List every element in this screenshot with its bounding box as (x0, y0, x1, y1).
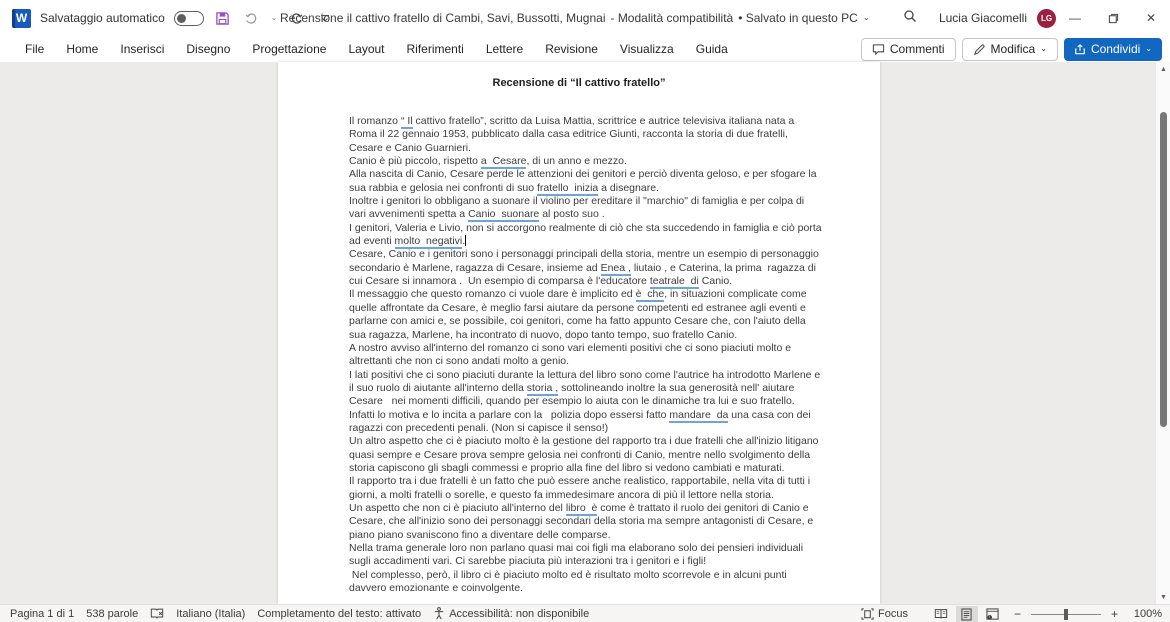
doc-save-status: • Salvato in questo PC (738, 11, 858, 25)
doc-title-text: Recensione il cattivo fratello di Cambi, Savi, Bussotti, Mugnai (280, 11, 606, 25)
undo-dropdown-icon[interactable]: ⌄ (270, 13, 278, 22)
scroll-up-icon[interactable]: ▲ (1160, 65, 1167, 73)
ribbon-tab-row (0, 36, 1170, 62)
accessibility-label: Accessibilità: non disponibile (449, 607, 590, 620)
tab-layout[interactable]: Layout (348, 42, 385, 56)
grammar-suggestion: “ Il (400, 115, 413, 127)
word-count[interactable]: 538 parole (86, 607, 139, 620)
print-layout-button[interactable] (956, 606, 978, 622)
scrollbar-thumb[interactable] (1160, 112, 1167, 427)
paragraph[interactable]: Infatti lo motiva e lo incita a parlare con la polizia dopo essersi fatto mandare da una casa con dei ragazzi con precedenti penali. (Non si capisce il senso!) (349, 408, 814, 434)
doc-mode-text: - Modalità compatibilità (610, 11, 734, 25)
share-label: Condividi (1090, 42, 1141, 56)
autosave-toggle[interactable] (174, 11, 204, 26)
grammar-suggestion: a Cesare (480, 155, 527, 168)
document-body[interactable] (349, 115, 823, 595)
title-bar (0, 0, 1170, 36)
vertical-scrollbar[interactable] (1155, 62, 1170, 604)
tab-guida[interactable]: Guida (695, 42, 728, 56)
save-icon[interactable] (213, 8, 233, 28)
tab-riferimenti[interactable]: Riferimenti (406, 42, 464, 56)
autosave-label: Salvataggio automatico (40, 11, 165, 25)
editing-dropdown-icon: ⌄ (1040, 44, 1047, 53)
paragraph[interactable]: Il romanzo “ Il cattivo fratello”, scritto da Luisa Mattia, scrittrice e autrice televisiva italiana nata a Roma il 22 gennaio 1953, pubblicato dalla casa editrice Giunti, racconta la storia di due fratelli, Cesare e Canio Guarnieri. (349, 115, 798, 154)
document-title-bar[interactable] (280, 0, 870, 36)
zoom-in-button[interactable]: + (1110, 607, 1118, 621)
paragraph[interactable]: Alla nascita di Canio, Cesare perde le attenzioni dei genitori e perciò diventa geloso, e per sfogare la sua rabbia e gelosia nei confronti di suo fratello inizia a disegnare. (349, 168, 820, 194)
tab-disegno[interactable]: Disegno (186, 42, 231, 56)
grammar-suggestion: libro è (565, 501, 598, 514)
paragraph[interactable]: Un altro aspetto che ci è piaciuto molto è la gestione del rapporto tra i due fratelli che all'inizio litigano quasi sempre e Cesare prova sempre gelosia nei confronti di Canio, mentre nello svolgimento della storia capiscono gli sbagli commessi e proprio alla fine del libro si vedono cambiati e maturati. (349, 435, 822, 474)
undo-icon[interactable] (242, 8, 262, 28)
paragraph[interactable]: Canio è più piccolo, rispetto a Cesare, di un anno e mezzo. (349, 155, 627, 168)
paragraph[interactable]: I lati positivi che ci sono piaciuti durante la lettura del libro sono come l'autrice ha introdotto Marlene e il suo ruolo di aiutante all'interno della storia , sottolineando inoltre la sua generosità nell' aiutare Cesare nei momenti difficili, quando per esempio lo aiuta con le dinamiche tra lui e suo fratello. (349, 368, 824, 408)
minimize-button[interactable]: — (1069, 11, 1081, 25)
close-button[interactable]: ✕ (1145, 11, 1157, 25)
page-indicator[interactable]: Pagina 1 di 1 (10, 607, 75, 620)
accessibility-icon (433, 607, 445, 620)
text-completion-indicator[interactable]: Completamento del testo: attivato (257, 607, 422, 620)
tab-visualizza[interactable]: Visualizza (619, 42, 674, 56)
read-mode-button[interactable] (930, 606, 952, 622)
editing-mode-label: Modifica (990, 42, 1036, 56)
paragraph[interactable]: Cesare, Canio e i genitori sono i personaggi principali della storia, mentre un esempio di personaggio secondario è Marlene, ragazza di Cesare, insieme ad Enea , liutaio , e Caterina, la prima ragazza di cui Cesare si innamora . Un esempio di comparsa è l'educatore teatrale di Canio. (349, 248, 822, 288)
zoom-level[interactable]: 100% (1133, 608, 1162, 620)
scroll-down-icon[interactable]: ▼ (1160, 593, 1167, 601)
user-name[interactable]: Lucia Giacomelli (938, 11, 1027, 25)
paragraph[interactable]: Il messaggio che questo romanzo ci vuole dare è implicito ed è che, in situazioni complicate come quelle affrontate da Cesare, è meglio farsi aiutare da persone competenti ed estranee agli eventi e parlarne con amici e, se possibile, coi genitori, come ha fatto appunto Cesare che, con l'aiuto della sua ragazza, Marlene, ha incontrato di nuovo, dopo tanto tempo, suo fratello Canio. (349, 288, 810, 341)
paragraph[interactable]: Un aspetto che non ci è piaciuto all'interno del libro è come è trattato il ruolo dei genitori di Canio e Cesare, che all'inizio sono dei personaggi secondari della storia ma sempre antagonisti di Cesare, e piano piano svaniscono fino a diventare delle comparse. (349, 501, 817, 541)
zoom-out-button[interactable]: − (1013, 607, 1021, 621)
share-button[interactable] (1064, 38, 1162, 61)
proofing-errors-icon[interactable] (150, 607, 176, 620)
focus-label: Focus (878, 608, 908, 620)
status-bar (0, 604, 1170, 622)
editing-mode-button[interactable] (962, 38, 1058, 61)
grammar-suggestion: mandare da (669, 408, 729, 421)
tab-home[interactable]: Home (66, 42, 99, 56)
tab-progettazione[interactable]: Progettazione (252, 42, 327, 56)
pencil-icon (973, 43, 986, 56)
comments-button[interactable] (861, 38, 956, 61)
language-indicator[interactable]: Italiano (Italia) (176, 607, 246, 620)
tab-lettere[interactable]: Lettere (485, 42, 524, 56)
tab-file[interactable]: File (25, 42, 45, 56)
document-canvas (0, 62, 1170, 604)
word-logo: W (12, 9, 31, 28)
document-page[interactable] (278, 62, 880, 604)
comments-label: Commenti (889, 42, 945, 56)
grammar-suggestion: Canio suonare (468, 208, 540, 221)
document-heading[interactable]: Recensione di “Il cattivo fratello” (492, 77, 666, 89)
text-cursor (465, 235, 466, 246)
grammar-suggestion: è che (635, 288, 665, 301)
restore-button[interactable] (1094, 0, 1132, 36)
paragraph[interactable]: Inoltre i genitori lo obbligano a suonare il violino per ereditare il "marchio" di famiglia e per colpa di vari avvenimenti spetta a Canio suonare al posto suo . (349, 195, 808, 221)
focus-mode-button[interactable] (861, 608, 920, 620)
focus-icon (861, 608, 874, 620)
paragraph[interactable]: Il rapporto tra i due fratelli è un fatto che può essere anche realistico, rapportabile, nella vita di tutti i giorni, a molti fratelli o sorelle, e questo fa immedesimare ancora di più il lettore nella storia. (349, 475, 814, 501)
paragraph[interactable]: A nostro avviso all'interno del romanzo ci sono vari elementi positivi che ci sono piaciuti molto e altrettanti che non ci sono andati molto a genio. (349, 341, 794, 368)
tab-revisione[interactable]: Revisione (545, 42, 598, 56)
paragraph[interactable]: I genitori, Valeria e Livio, non si accorgono realmente di ciò che sta succedendo in famiglia e ciò porta ad eventi molto negativi. (349, 221, 825, 248)
zoom-slider-handle[interactable] (1064, 609, 1068, 620)
comment-icon (872, 43, 885, 56)
grammar-suggestion: storia , (526, 381, 559, 394)
share-icon (1074, 43, 1086, 55)
title-dropdown-icon[interactable]: ⌄ (862, 13, 870, 22)
ribbon-tabs (0, 39, 739, 59)
avatar[interactable]: LG (1037, 9, 1056, 28)
grammar-suggestion: fratello inizia (536, 181, 599, 194)
web-layout-button[interactable] (982, 606, 1004, 622)
grammar-suggestion: teatrale di (649, 275, 699, 288)
tab-inserisci[interactable]: Inserisci (120, 42, 165, 56)
paragraph[interactable]: Nel complesso, però, il libro ci è piaciuto molto ed è risultato molto scorrevole e in alcuni punti davvero emozionante e coinvolgente. (349, 568, 790, 595)
search-icon[interactable] (895, 9, 925, 28)
paragraph[interactable]: Nella trama generale loro non parlano quasi mai coi figli ma elaborano solo dei pensieri individuali sugli accadimenti vari. Ci sarebbe piaciuta più interazioni tra i genitori e i figli! (349, 542, 807, 568)
zoom-slider[interactable] (1031, 614, 1101, 615)
share-dropdown-icon: ⌄ (1145, 44, 1152, 53)
svg-text:i: i (989, 614, 991, 619)
grammar-suggestion: molto negativi (394, 235, 463, 248)
grammar-suggestion: Enea , (600, 261, 631, 274)
accessibility-status[interactable] (433, 607, 601, 620)
